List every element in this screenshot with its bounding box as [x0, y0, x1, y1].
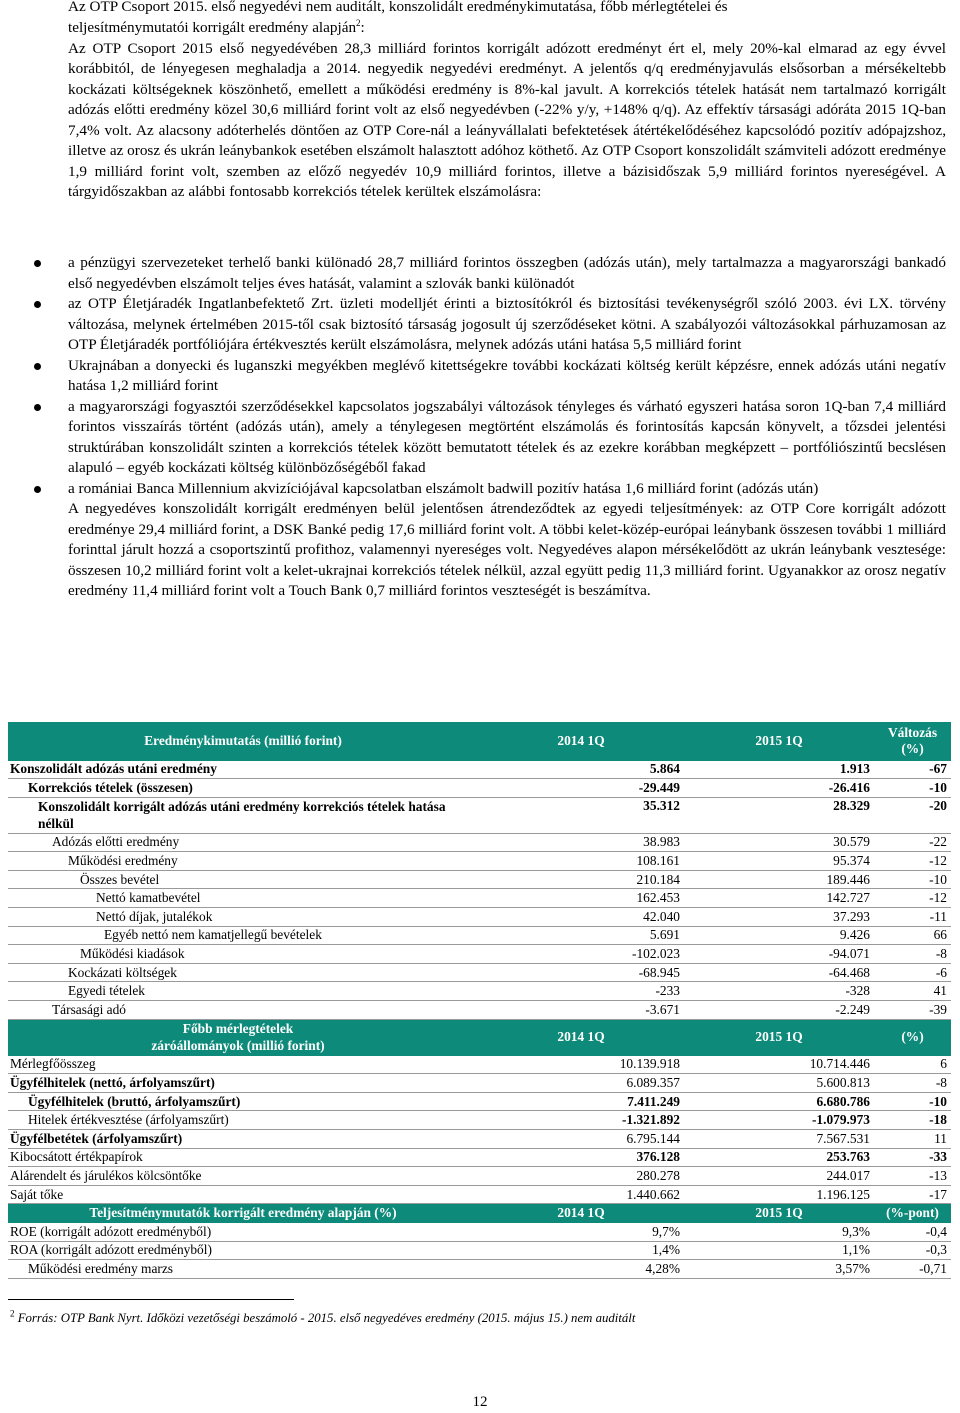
- footnote-number: 2: [10, 1308, 15, 1319]
- footnote-text: Forrás: OTP Bank Nyrt. Időközi vezetőségi beszámoló - 2015. első negyedéves eredmény (2015. május 15.) nem auditált: [17, 1311, 636, 1325]
- results-table: [8, 722, 951, 1279]
- table-row: Ügyfélhitelek (nettó, árfolyamszűrt) 6.089.357 5.600.813 -8: [8, 1074, 951, 1093]
- table-row: Adózás előtti eredmény 38.983 30.579 -22: [8, 833, 951, 852]
- bullet-item: a romániai Banca Millennium akvizíciójával kapcsolatban elszámolt badwill pozitív hatása 1,6 milliárd forint (adózás után): [28, 479, 946, 500]
- closing-paragraph: A negyedéves konszolidált korrigált eredményen belül jelentősen átrendeződtek az egyedi teljesítmények: az OTP Core korrigált adózott eredménye 29,4 milliárd forint, a DSK Banké pedig 17,6 milliárd forint volt. A többi kelet-közép-európai leánybank összesen további 1 milliárd forinttal járult hozzá a csoportszintű profithoz, valamennyi nyereséges volt. Negyedéves alapon mérsékelődött az ukrán leánybank vesztesége: összesen 10,2 milliárd forint volt a kelet-ukrajnai korrekciós tételek nélkül, azzal együtt pedig 11,3 milliárd forint. Ugyanakkor az orosz negatív eredmény 11,4 milliárd forint volt a Touch Bank 0,7 milliárd forintos veszteségét is beszámítva.: [68, 500, 946, 599]
- bullet-icon: [34, 260, 41, 267]
- bullet-icon: [34, 404, 41, 411]
- table-row: Ügyfélbetétek (árfolyamszűrt) 6.795.144 7.567.531 11: [8, 1130, 951, 1149]
- bullet-item: az OTP Életjáradék Ingatlanbefektető Zrt. üzleti modelljét érinti a biztosítókról és biztosítási tevékenységről szóló 2003. évi LX. törvény változása, melynek értelmében 2015-től csak biztosító társaság jogosult új szerződéseket kötni. A szabályozói változásokkal párhuzamosan az OTP Életjáradék portfóliójára értékvesztés került elszámolásra, melynek adózás utáni hatása 5,5 milliárd forint: [28, 294, 946, 356]
- table-row: Kibocsátott értékpapírok 376.128 253.763 -33: [8, 1148, 951, 1167]
- table-row: Konszolidált adózás utáni eredmény 5.864 1.913 -67: [8, 760, 951, 779]
- table-row: Saját tőke 1.440.662 1.196.125 -17: [8, 1185, 951, 1204]
- top-line: Az OTP Csoport 2015. első negyedévi nem auditált, konszolidált eredménykimutatása, főbb mérlegtételei és: [68, 0, 728, 15]
- table-row: Működési eredmény marzs 4,28% 3,57% -0,71: [8, 1260, 951, 1279]
- bullet-icon: [34, 363, 41, 370]
- bullet-item: Ukrajnában a donyecki és luganszki megyékben meglévő kitettségekre további kockázati költség került képzésre, ennek adózás utáni negatív hatása 1,2 milliárd forint: [28, 356, 946, 397]
- table-header: Főbb mérlegtételek záróállományok (millió forint) 2014 1Q 2015 1Q (%): [8, 1019, 951, 1055]
- page-number: 12: [472, 1394, 488, 1410]
- footnote-ref: 2: [356, 17, 361, 28]
- table-row: Egyéb nettó nem kamatjellegű bevételek 5.691 9.426 66: [8, 926, 951, 945]
- table-row: Mérlegfőösszeg 10.139.918 10.714.446 6: [8, 1055, 951, 1074]
- table-row: Kockázati költségek -68.945 -64.468 -6: [8, 963, 951, 982]
- table-row: Hitelek értékvesztése (árfolyamszűrt) -1.321.892 -1.079.973 -18: [8, 1111, 951, 1130]
- table-header: Teljesítménymutatók korrigált eredmény alapján (%) 2014 1Q 2015 1Q (%-pont): [8, 1204, 951, 1223]
- table-row: Összes bevétel 210.184 189.446 -10: [8, 870, 951, 889]
- table-row: Korrekciós tételek (összesen) -29.449 -26.416 -10: [8, 779, 951, 798]
- table-row: Működési kiadások -102.023 -94.071 -8: [8, 945, 951, 964]
- table-row: Ügyfélhitelek (bruttó, árfolyamszűrt) 7.411.249 6.680.786 -10: [8, 1092, 951, 1111]
- table-row: ROA (korrigált adózott eredményből) 1,4% 1,1% -0,3: [8, 1241, 951, 1260]
- table-row: Alárendelt és járulékos kölcsöntőke 280.278 244.017 -13: [8, 1167, 951, 1186]
- intro-paragraph: [68, 18, 946, 203]
- table-row: Társasági adó -3.671 -2.249 -39: [8, 1001, 951, 1020]
- bullet-item: a magyarországi fogyasztói szerződésekkel kapcsolatos jogszabályi változások tényleges és várható egyszeri hatása soron 1Q-ban 7,4 milliárd forintos visszaírás történt (adózás után), amely a ténylegesen megtörtént elszámolás és forintosítás kapcsán könyvelt, a tőzsdei jelentési struktúrában konszolidált szinten a korrekciós tételek között bemutatott tételek és az ezekre korábban megképzett – portfóliószintű becslésen alapuló – egyéb kockázati költség különbözőségéből fakad: [28, 397, 946, 479]
- intro-body: Az OTP Csoport 2015 első negyedévében 28,3 milliárd forintos korrigált adózott eredményt ért el, mely 20%-kal elmarad az egy évvel korábbitól, de lényegesen meghaladja a 2014. negyedik negyedévi eredményt. A jelentős q/q eredményjavulás elsősorban a mérsékeltebb kockázati költségeknek köszönhető, emellett a működési eredmény is 8%-kal javult. A korrekciós tételek hatását nem tartalmazó korrigált adózás előtti eredmény közel 30,6 milliárd forint volt az első negyedévben (-22% y/y, +148% q/q). Az effektív társasági adóráta 2015 1Q-ban 7,4% volt. Az alacsony adóterhelés döntően az OTP Core-nál a leányvállalati befektetések átértékelődéséhez kapcsolódó pozitív adópajzshoz, illetve az orosz és ukrán leánybankok esetében elszámolt halasztott adóhoz köthető. Az OTP Csoport konszolidált számviteli adózott eredménye 1,9 milliárd forint volt, szemben az előző negyedév 10,9 milliárd forintos, illetve a bázisidőszak 5,9 milliárd forintos nyereségével. A tárgyidőszakban az alábbi fontosabb korrekciós tételek kerültek elszámolásra:: [68, 39, 946, 200]
- table-row: Egyedi tételek -233 -328 41: [8, 982, 951, 1001]
- bullet-icon: [34, 301, 41, 308]
- table-header: Eredménykimutatás (millió forint) 2014 1Q 2015 1Q Változás (%): [8, 722, 951, 760]
- table-row: Konszolidált korrigált adózás utáni eredmény korrekciós tételek hatása nélkül 35.312 28.329 -20: [8, 797, 951, 833]
- intro-line2: teljesítménymutatói korrigált eredmény alapján: [68, 19, 357, 36]
- footnote-divider: [8, 1299, 294, 1300]
- bullet-icon: [34, 486, 41, 493]
- table-row: Nettó kamatbevétel 162.453 142.727 -12: [8, 889, 951, 908]
- table-row: ROE (korrigált adózott eredményből) 9,7% 9,3% -0,4: [8, 1222, 951, 1241]
- bullet-list: [28, 253, 946, 602]
- footnote: [10, 1308, 636, 1326]
- table-row: Nettó díjak, jutalékok 42.040 37.293 -11: [8, 908, 951, 927]
- table-row: Működési eredmény 108.161 95.374 -12: [8, 852, 951, 871]
- intro-line2-end: :: [360, 19, 365, 36]
- bullet-item: a pénzügyi szervezeteket terhelő banki különadó 28,7 milliárd forintos összegben (adózás után), mely tartalmazza a magyarországi bankadó első negyedévben elszámolt teljes éves hatását, valamint a szlovák banki különadót: [28, 253, 946, 294]
